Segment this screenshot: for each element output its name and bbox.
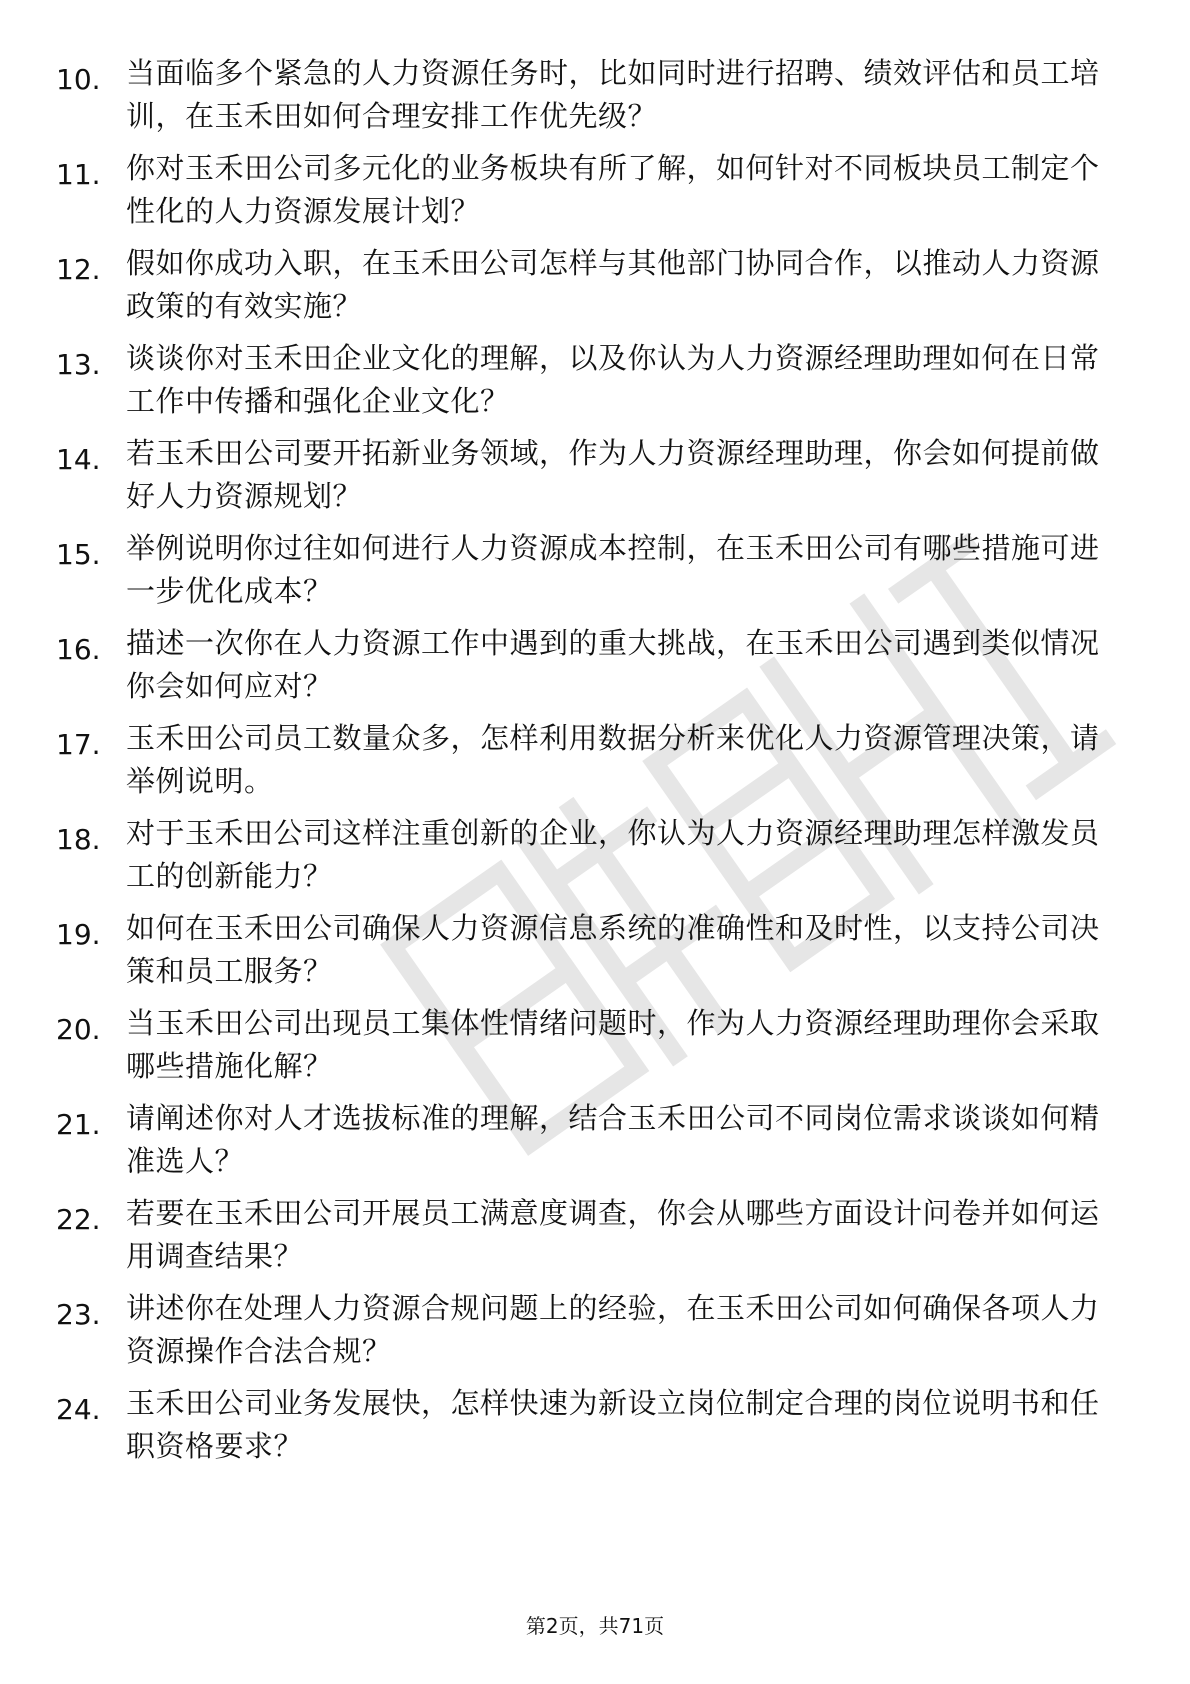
- question-item: [56, 337, 1136, 432]
- question-item: [56, 1382, 1136, 1477]
- question-text: 对于玉禾田公司这样注重创新的企业，你认为人力资源经理助理怎样激发员工的创新能力？: [126, 816, 1100, 893]
- question-item: [56, 1192, 1136, 1287]
- question-text: 描述一次你在人力资源工作中遇到的重大挑战，在玉禾田公司遇到类似情况你会如何应对？: [126, 626, 1100, 703]
- page-footer: 第2页，共71页: [525, 1614, 665, 1638]
- question-item: [56, 527, 1136, 622]
- question-text: 玉禾田公司业务发展快，怎样快速为新设立岗位制定合理的岗位说明书和任职资格要求？: [126, 1386, 1100, 1463]
- question-text: 举例说明你过往如何进行人力资源成本控制，在玉禾田公司有哪些措施可进一步优化成本？: [126, 531, 1100, 608]
- question-number: 15.: [56, 538, 101, 571]
- question-text: 讲述你在处理人力资源合规问题上的经验，在玉禾田公司如何确保各项人力资源操作合法合规？: [126, 1291, 1100, 1368]
- question-number: 18.: [56, 823, 101, 856]
- question-number: 19.: [56, 918, 101, 951]
- question-number: 21.: [56, 1108, 101, 1141]
- question-item: [56, 907, 1136, 1002]
- question-item: [56, 622, 1136, 717]
- question-number: 16.: [56, 633, 101, 666]
- question-number: 10.: [56, 63, 101, 96]
- question-item: [56, 432, 1136, 527]
- question-text: 假如你成功入职，在玉禾田公司怎样与其他部门协同合作，以推动人力资源政策的有效实施？: [126, 246, 1100, 323]
- question-item: [56, 147, 1136, 242]
- question-number: 22.: [56, 1203, 101, 1236]
- question-item: [56, 1287, 1136, 1382]
- question-item: [56, 717, 1136, 812]
- question-number: 12.: [56, 253, 101, 286]
- question-item: [56, 52, 1136, 147]
- question-text: 若玉禾田公司要开拓新业务领域，作为人力资源经理助理，你会如何提前做好人力资源规划？: [126, 436, 1100, 513]
- question-number: 23.: [56, 1298, 101, 1331]
- question-number: 14.: [56, 443, 101, 476]
- question-text: 当面临多个紧急的人力资源任务时，比如同时进行招聘、绩效评估和员工培训，在玉禾田如何合理安排工作优先级？: [126, 56, 1100, 133]
- question-text: 请阐述你对人才选拔标准的理解，结合玉禾田公司不同岗位需求谈谈如何精准选人？: [126, 1101, 1100, 1178]
- question-number: 13.: [56, 348, 101, 381]
- question-text: 若要在玉禾田公司开展员工满意度调查，你会从哪些方面设计问卷并如何运用调查结果？: [126, 1196, 1100, 1273]
- question-item: [56, 1002, 1136, 1097]
- question-item: [56, 1097, 1136, 1192]
- question-text: 谈谈你对玉禾田企业文化的理解，以及你认为人力资源经理助理如何在日常工作中传播和强化企业文化？: [126, 341, 1100, 418]
- question-text: 你对玉禾田公司多元化的业务板块有所了解，如何针对不同板块员工制定个性化的人力资源发展计划？: [126, 151, 1100, 228]
- question-text: 如何在玉禾田公司确保人力资源信息系统的准确性和及时性，以支持公司决策和员工服务？: [126, 911, 1100, 988]
- question-item: [56, 812, 1136, 907]
- question-number: 11.: [56, 158, 101, 191]
- question-number: 17.: [56, 728, 101, 761]
- question-list: [56, 52, 1136, 1477]
- question-text: 玉禾田公司员工数量众多，怎样利用数据分析来优化人力资源管理决策，请举例说明。: [126, 721, 1100, 798]
- question-number: 24.: [56, 1393, 101, 1426]
- question-number: 20.: [56, 1013, 101, 1046]
- question-item: [56, 242, 1136, 337]
- question-text: 当玉禾田公司出现员工集体性情绪问题时，作为人力资源经理助理你会采取哪些措施化解？: [126, 1006, 1100, 1083]
